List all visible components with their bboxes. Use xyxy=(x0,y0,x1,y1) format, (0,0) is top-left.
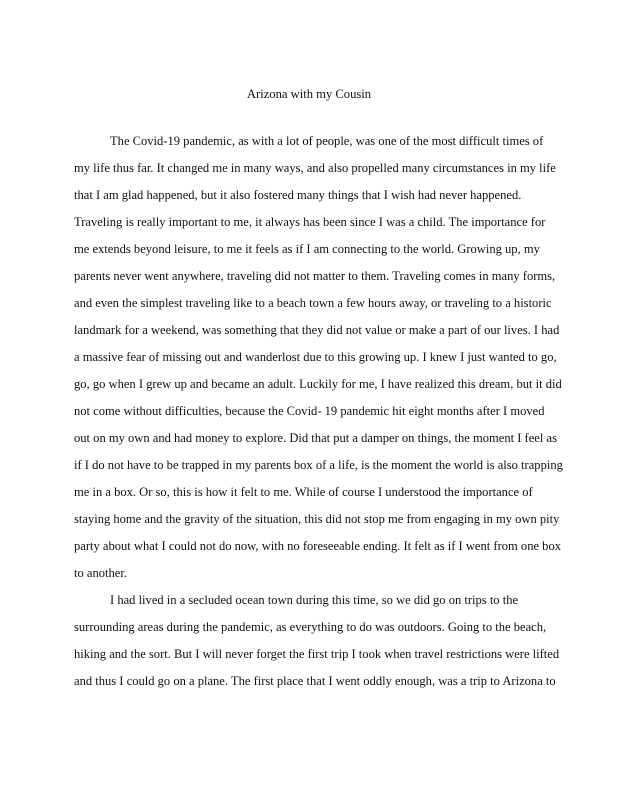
paragraph-1-line: and even the simplest traveling like to a beach town a few hours away, or traveling to a historic xyxy=(74,296,552,310)
paragraph-1-line: my life thus far. It changed me in many ways, and also propelled many circumstances in my life xyxy=(74,161,556,175)
paragraph-1-line: not come without difficulties, because the Covid- 19 pandemic hit eight months after I moved xyxy=(74,404,545,418)
document-title: Arizona with my Cousin xyxy=(246,87,372,101)
paragraph-1-line: staying home and the gravity of the situation, this did not stop me from engaging in my own pity xyxy=(74,512,560,526)
paragraph-1-line: party about what I could not do now, with no foreseeable ending. It felt as if I went from one box xyxy=(74,539,561,553)
paragraph-2-line: I had lived in a secluded ocean town during this time, so we did go on trips to the xyxy=(110,593,519,607)
paragraph-1-line: a massive fear of missing out and wanderlost due to this growing up. I knew I just wanted to go, xyxy=(74,350,557,364)
paragraph-1-line: that I am glad happened, but it also fostered many things that I wish had never happened. xyxy=(74,188,522,202)
paragraph-2-line: and thus I could go on a plane. The first place that I went oddly enough, was a trip to Arizona to xyxy=(74,674,556,688)
paragraph-1-line: The Covid-19 pandemic, as with a lot of people, was one of the most difficult times of xyxy=(110,134,544,148)
paragraph-1-line: if I do not have to be trapped in my parents box of a life, is the moment the world is also trapping xyxy=(74,458,563,472)
paragraph-2-line: hiking and the sort. But I will never forget the first trip I took when travel restrictions were lifted xyxy=(74,647,560,661)
paragraph-1-line: out on my own and had money to explore. Did that put a damper on things, the moment I feel as xyxy=(74,431,557,445)
paragraph-1-line: Traveling is really important to me, it always has been since I was a child. The importance for xyxy=(74,215,546,229)
paragraph-1-line: me extends beyond leisure, to me it feels as if I am connecting to the world. Growing up, my xyxy=(74,242,540,256)
paragraph-1-line: parents never went anywhere, traveling did not matter to them. Traveling comes in many forms, xyxy=(74,269,556,283)
paragraph-1-line: landmark for a weekend, was something that they did not value or make a part of our lives. I had xyxy=(74,323,560,337)
paragraph-1-line: go, go when I grew up and became an adult. Luckily for me, I have realized this dream, but it did xyxy=(74,377,562,391)
paragraph-1-line: me in a box. Or so, this is how it felt to me. While of course I understood the importance of xyxy=(74,485,533,499)
paragraph-1-line: to another. xyxy=(74,566,127,580)
paragraph-2-line: surrounding areas during the pandemic, as everything to do was outdoors. Going to the beach, xyxy=(74,620,547,634)
